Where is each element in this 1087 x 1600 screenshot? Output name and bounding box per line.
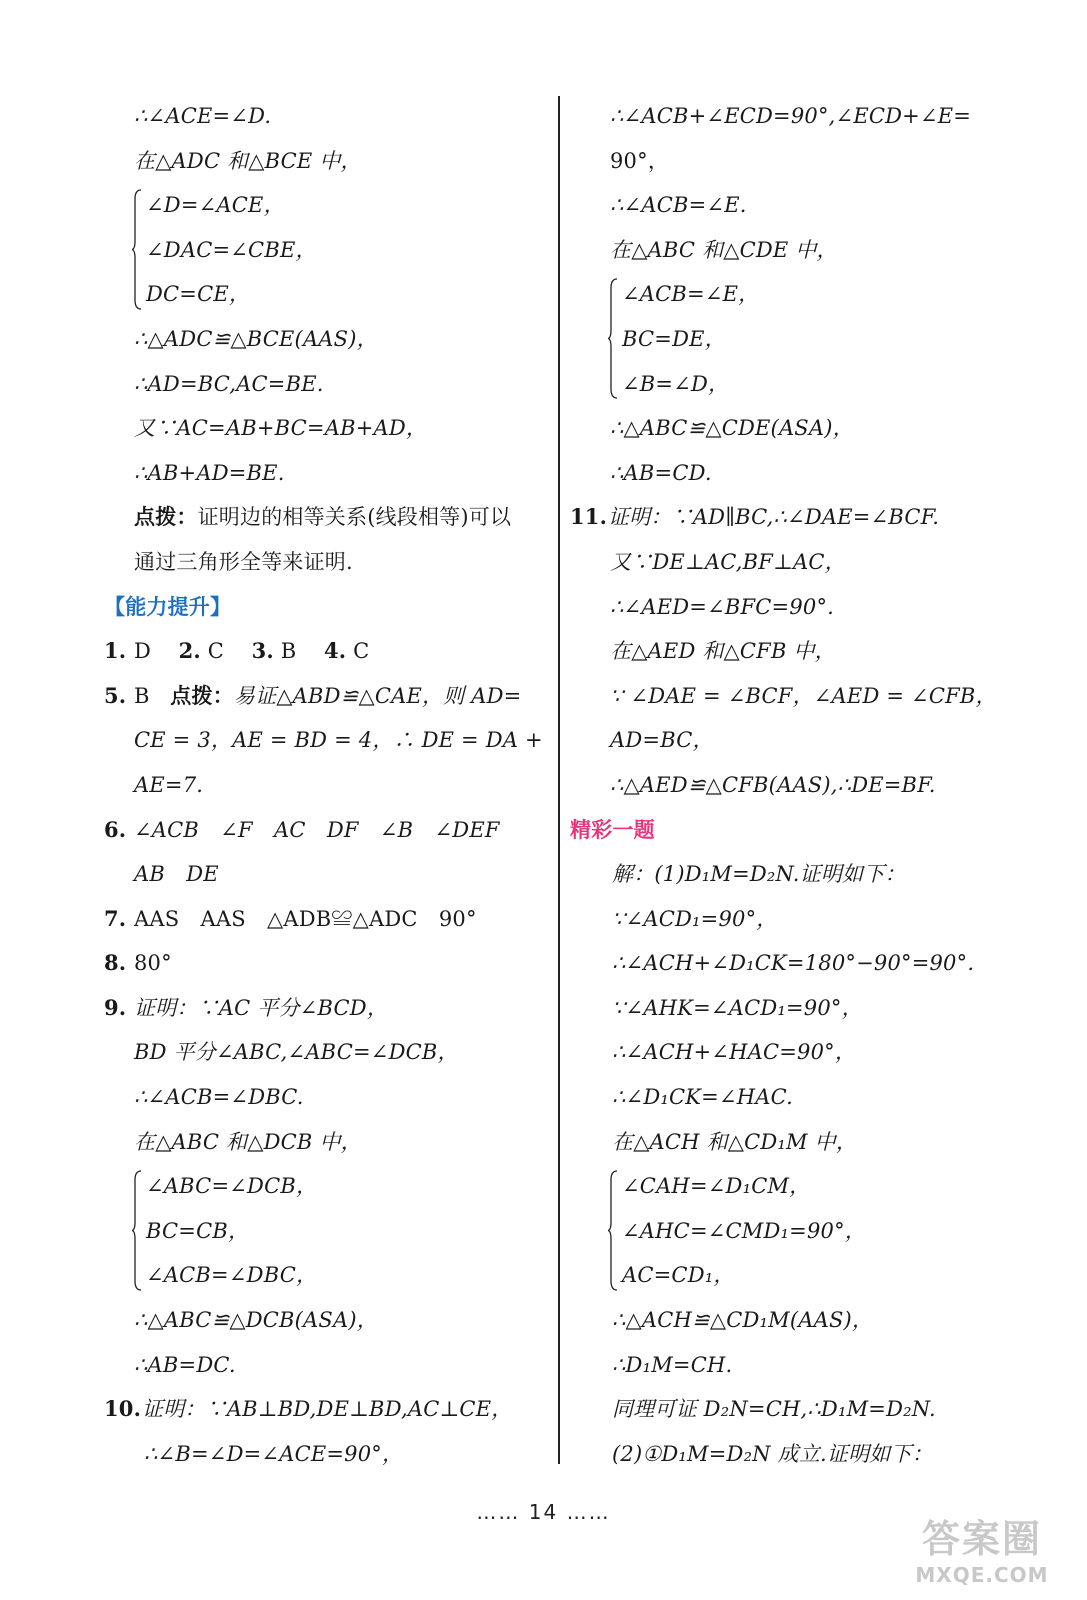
answer-number: 5. xyxy=(104,682,127,708)
answer-text: 80° xyxy=(134,951,172,976)
system-row: ∠ABC=∠DCB， xyxy=(146,1174,318,1199)
answer-number: 2. xyxy=(178,638,201,664)
system-row: ∠ACB=∠DBC， xyxy=(146,1263,318,1288)
left-column xyxy=(104,94,554,1476)
answer-value: B xyxy=(280,639,297,664)
text-line: ∴△AED≌△CFB(AAS),∴DE=BF. xyxy=(610,772,936,797)
text-line: ∴∠ACE=∠D. xyxy=(134,104,272,128)
answer-7 xyxy=(104,897,554,942)
watermark-bottom: MXQE.COM xyxy=(915,1563,1049,1587)
text-line: ∴AB=CD. xyxy=(610,460,712,485)
section-heading xyxy=(570,808,1030,853)
text-line: ∵∠ACD₁=90°， xyxy=(612,906,778,931)
answer-number: 10. xyxy=(104,1396,142,1422)
text-line: ∴△ABC≌△DCB(ASA)， xyxy=(134,1308,378,1333)
answer-text: 易证△ABD≌△CAE，则 AD= xyxy=(233,683,522,708)
answer-value: B xyxy=(134,683,150,708)
answer-number: 4. xyxy=(323,638,347,664)
right-column xyxy=(570,94,1030,1476)
answer-number: 11. xyxy=(570,504,608,530)
brace-icon xyxy=(608,278,618,399)
answer-number: 1. xyxy=(104,638,127,664)
system-row: ∠CAH=∠D₁CM， xyxy=(622,1174,811,1199)
page-number: …… 14 …… xyxy=(476,1500,611,1524)
equation-system xyxy=(104,1164,554,1298)
brace-icon xyxy=(608,1170,618,1291)
text-line: ∴∠AED=∠BFC=90°. xyxy=(610,594,835,619)
answer-value: C xyxy=(207,639,225,664)
tip-text: 证明边的相等关系(线段相等)可以 xyxy=(197,505,512,530)
answer-number: 9. xyxy=(104,994,127,1020)
system-row: BC=CB， xyxy=(146,1218,250,1243)
system-row: ∠DAC=∠CBE， xyxy=(146,237,317,262)
text-line: ∴∠B=∠D=∠ACE=90°， xyxy=(144,1441,404,1466)
text-line: AE=7. xyxy=(134,772,204,797)
text-line: 解：(1)D₁M=D₂N.证明如下： xyxy=(612,862,906,887)
text-line: ∴∠ACB+∠ECD=90°,∠ECD+∠E= xyxy=(610,104,972,128)
column-divider xyxy=(558,96,560,1464)
system-row: ∠ACB=∠E， xyxy=(622,282,760,307)
answer-value: C xyxy=(353,639,370,664)
answer-5 xyxy=(104,674,554,719)
text-line: 又∵AC=AB+BC=AB+AD， xyxy=(134,416,428,441)
text-line: ∴△ACH≌△CD₁M(AAS)， xyxy=(612,1308,874,1333)
text-line: AB DE xyxy=(134,862,219,887)
text-line: ∴∠ACB=∠E. xyxy=(610,193,747,218)
text-line: ∴AD=BC,AC=BE. xyxy=(134,371,324,396)
text-line: BD 平分∠ABC,∠ABC=∠DCB， xyxy=(134,1040,459,1065)
tip-label: 点拨： xyxy=(134,504,198,530)
text-line: ∵ ∠DAE = ∠BCF，∠AED = ∠CFB， xyxy=(610,683,997,708)
brace-icon xyxy=(132,1170,142,1291)
text-line: ∴△ABC≌△CDE(ASA)， xyxy=(610,416,854,441)
answer-text: AAS AAS △ADB≌△ADC 90° xyxy=(134,906,477,931)
text-line: 在△ABC 和△DCB 中， xyxy=(134,1129,362,1154)
text-line: 在△ADC 和△BCE 中， xyxy=(134,148,362,173)
tip-line-2: 通过三角形全等来证明. xyxy=(134,549,353,574)
brace-icon xyxy=(132,189,142,310)
equation-system xyxy=(570,1164,1030,1298)
text-line: 又∵DE⊥AC,BF⊥AC， xyxy=(610,549,846,574)
system-row: BC=DE， xyxy=(622,326,726,351)
answer-11 xyxy=(570,495,1030,540)
watermark-top: 答案圈 xyxy=(921,1517,1042,1561)
watermark-logo xyxy=(907,1508,1057,1588)
text-line: ∴D₁M=CH. xyxy=(612,1352,733,1377)
answer-6 xyxy=(104,808,554,853)
answer-text: 证明：∵AD∥BC,∴∠DAE=∠BCF. xyxy=(608,505,940,530)
answer-value: D xyxy=(134,639,152,664)
section-heading xyxy=(104,585,554,630)
tip-label: 点拨： xyxy=(170,682,234,708)
answer-number: 7. xyxy=(104,905,127,931)
answer-10 xyxy=(104,1387,554,1432)
system-row: ∠D=∠ACE， xyxy=(146,193,285,218)
text-line: AD=BC， xyxy=(610,728,714,753)
answer-9 xyxy=(104,986,554,1031)
system-row: DC=CE， xyxy=(146,282,251,307)
answer-text: 证明：∵AC 平分∠BCD， xyxy=(134,995,389,1020)
text-line: ∴∠D₁CK=∠HAC. xyxy=(612,1085,794,1110)
equation-system xyxy=(570,272,1030,406)
answers-1-4 xyxy=(104,629,554,674)
answer-number: 6. xyxy=(104,816,127,842)
answer-text: 证明：∵AB⊥BD,DE⊥BD,AC⊥CE， xyxy=(142,1397,513,1422)
text-line: 在△AED 和△CFB 中， xyxy=(610,639,836,664)
text-line: 在△ACH 和△CD₁M 中， xyxy=(612,1129,858,1154)
text-line: (2)①D₁M=D₂N 成立.证明如下： xyxy=(612,1441,933,1466)
text-line: ∴△ADC≌△BCE(AAS)， xyxy=(134,326,378,351)
text-line: ∴AB=DC. xyxy=(134,1352,236,1377)
text-line: ∴AB+AD=BE. xyxy=(134,460,285,485)
section-title: 精彩一题 xyxy=(570,816,655,842)
tip-line xyxy=(104,495,554,540)
system-row: ∠B=∠D， xyxy=(622,371,730,396)
text-line: ∵∠AHK=∠ACD₁=90°， xyxy=(612,995,863,1020)
section-title: 【能力提升】 xyxy=(104,593,232,619)
text-line: 90°， xyxy=(610,148,670,173)
text-line: 同理可证 D₂N=CH,∴D₁M=D₂N. xyxy=(612,1397,936,1422)
equation-system xyxy=(104,183,554,317)
text-line: 在△ABC 和△CDE 中， xyxy=(610,237,838,262)
text-line: CE = 3，AE = BD = 4，∴ DE = DA + xyxy=(134,728,543,753)
answer-8 xyxy=(104,941,554,986)
answer-number: 3. xyxy=(251,638,274,664)
system-row: AC=CD₁， xyxy=(622,1263,735,1288)
text-line: ∴∠ACB=∠DBC. xyxy=(134,1085,304,1110)
system-row: ∠AHC=∠CMD₁=90°， xyxy=(622,1218,866,1243)
answer-text: ∠ACB ∠F AC DF ∠B ∠DEF xyxy=(134,817,500,842)
text-line: ∴∠ACH+∠HAC=90°， xyxy=(612,1040,857,1065)
answer-number: 8. xyxy=(104,950,127,976)
text-line: ∴∠ACH+∠D₁CK=180°−90°=90°. xyxy=(612,951,975,976)
